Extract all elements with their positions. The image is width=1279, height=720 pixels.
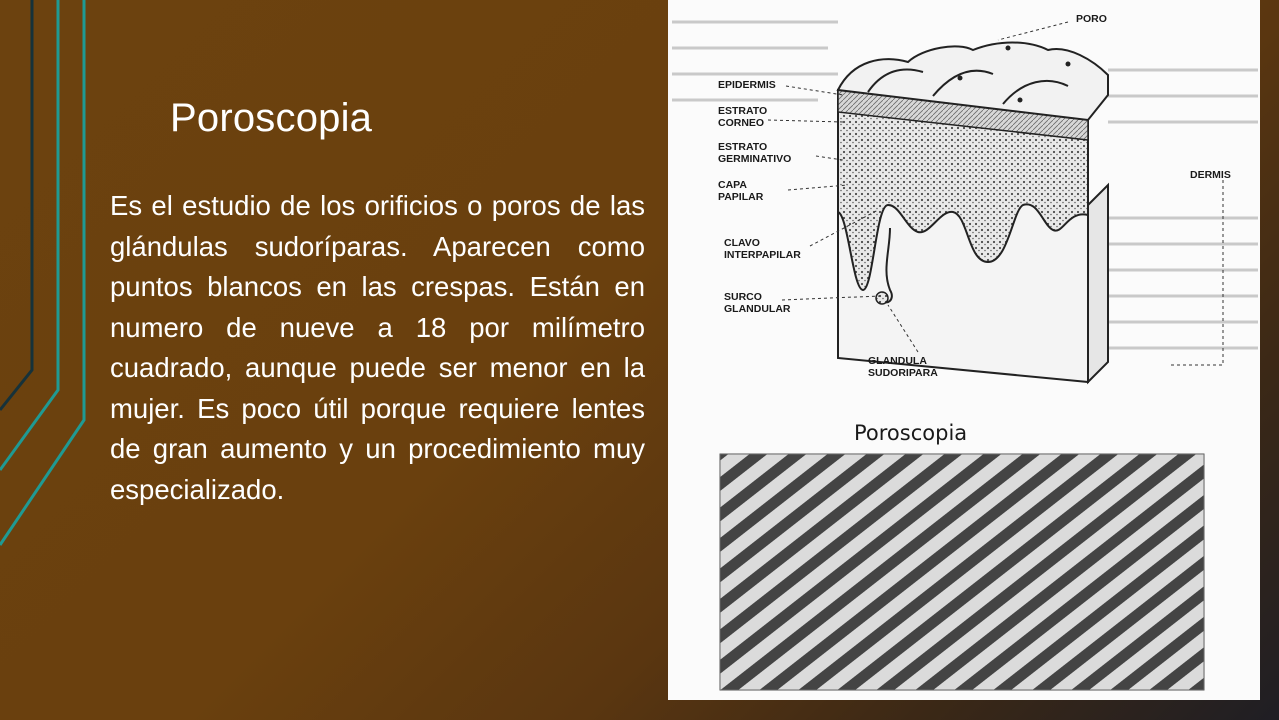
label-dermis: DERMIS (1190, 169, 1231, 181)
label-capa-papilar-2: PAPILAR (718, 191, 764, 203)
label-surco-glandular-2: GLANDULAR (724, 303, 791, 315)
label-glandula-sudoripara-2: SUDORIPARA (868, 367, 938, 379)
fingerprint-photo (720, 454, 1204, 690)
figure-panel (668, 0, 1260, 700)
slide-body-text: Es el estudio de los orificios o poros de las glándulas sudoríparas. Aparecen como puntos blancos en las crespas. Están en numero de nueve a 18 por milímetro cuadrado, aunque puede ser menor en la mujer. Es poco útil porque requiere lentes de gran aumento y un procedimiento muy especializado. (110, 190, 645, 505)
label-estrato-corneo-1: ESTRATO (718, 105, 768, 117)
figure-image (668, 0, 1260, 700)
label-estrato-germinativo-1: ESTRATO (718, 141, 768, 153)
label-poro: PORO (1076, 13, 1107, 25)
label-clavo-interpapilar-2: INTERPAPILAR (724, 249, 801, 261)
label-glandula-sudoripara-1: GLANDULA (868, 355, 927, 367)
label-estrato-corneo-2: CORNEO (718, 117, 765, 129)
photo-caption: Poroscopia (854, 421, 968, 445)
label-clavo-interpapilar-1: CLAVO (724, 237, 760, 249)
label-surco-glandular-1: SURCO (724, 291, 762, 303)
label-estrato-germinativo-2: GERMINATIVO (718, 153, 792, 165)
slide-title: Poroscopia (170, 96, 373, 140)
skin-diagram (838, 43, 1108, 383)
decorative-lines (0, 0, 110, 720)
label-capa-papilar-1: CAPA (718, 179, 747, 191)
label-epidermis: EPIDERMIS (718, 79, 776, 91)
